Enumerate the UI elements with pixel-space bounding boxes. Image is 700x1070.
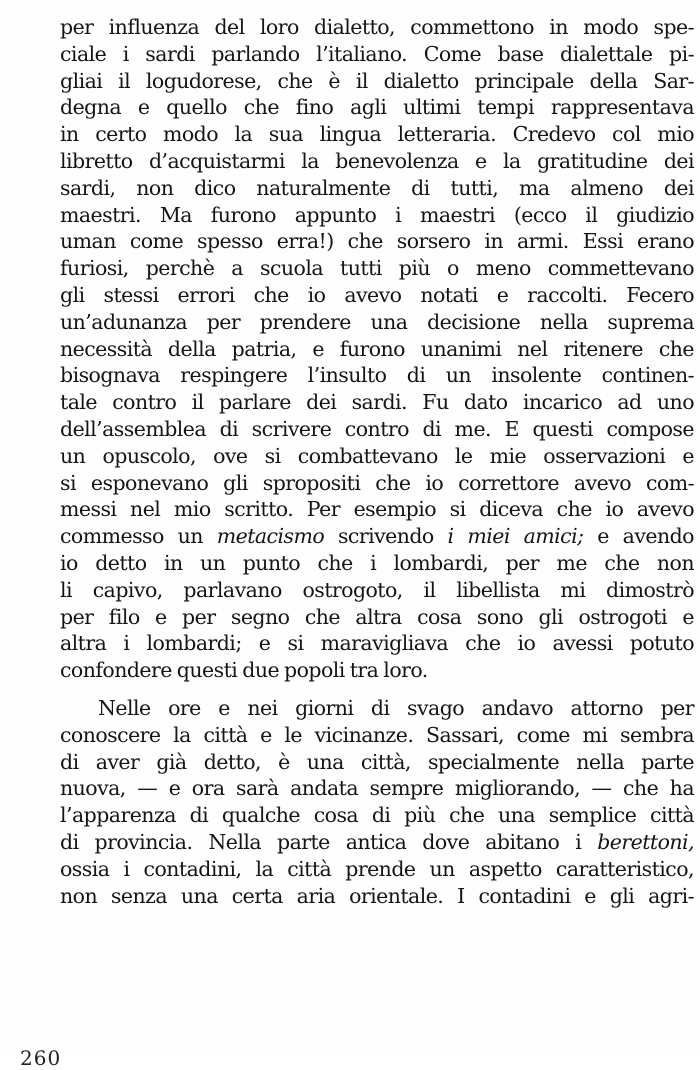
text-line [60, 883, 694, 910]
paragraph [60, 14, 694, 684]
text-segment: nuova, — e ora sarà andata sempre migliorando, — che ha [60, 776, 694, 801]
text-line [60, 802, 694, 829]
text-segment: per influenza del loro dialetto, commettono in modo spe- [60, 15, 694, 39]
text-segment: gliai il logudorese, che è il dialetto principale della Sar- [60, 68, 694, 93]
text-line [60, 749, 694, 776]
text-segment: di aver già detto, è una città, specialmente nella parte [60, 749, 694, 774]
text-segment: furiosi, perchè a scuola tutti più o meno commettevano [60, 256, 694, 281]
text-segment: un opuscolo, ove si combattevano le mie osservazioni e [60, 443, 694, 468]
body-text [60, 14, 694, 909]
text-line [60, 148, 694, 175]
text-line [60, 255, 694, 282]
text-line [60, 577, 694, 604]
text-segment: l’apparenza di qualche cosa di più che una semplice città [60, 803, 694, 828]
text-line [60, 550, 694, 577]
paragraph [60, 695, 694, 909]
text-line [60, 829, 694, 856]
text-line [60, 309, 694, 336]
text-line [60, 228, 694, 255]
text-segment: degna e quello che fino agli ultimi tempi rappresentava [60, 95, 694, 120]
text-segment: altra i lombardi; e si maravigliava che io avessi potuto [60, 631, 694, 656]
text-line [60, 175, 694, 202]
italic-text: i miei amici; [447, 524, 584, 549]
text-line [60, 336, 694, 363]
text-line [60, 630, 694, 657]
text-line [60, 443, 694, 470]
text-segment: libretto d’acquistarmi la benevolenza e la gratitudine dei [60, 148, 694, 173]
text-line [60, 94, 694, 121]
text-segment: non senza una certa aria orientale. I contadini e gli agri- [60, 883, 694, 908]
text-segment: necessità della patria, e furono unanimi nel ritenere che [60, 336, 694, 361]
text-segment: scrivendo [324, 524, 448, 549]
text-segment: io detto in un punto che i lombardi, per me che non [60, 550, 694, 575]
text-segment: commesso un [60, 524, 217, 549]
text-segment: maestri. Ma furono appunto i maestri (ecco il giudizio [60, 202, 694, 227]
text-segment: Nelle ore e nei giorni di svago andavo attorno per [98, 695, 694, 720]
text-segment: messi nel mio scritto. Per esempio si diceva che io avevo [60, 497, 694, 522]
text-segment: si esponevano gli spropositi che io correttore avevo com- [60, 470, 694, 495]
text-segment: di provincia. Nella parte antica dove abitano i [60, 829, 598, 854]
text-segment: confondere questi due popoli tra loro. [60, 658, 428, 683]
text-segment: tale contro il parlare dei sardi. Fu dato incarico ad uno [60, 390, 694, 415]
text-line [60, 282, 694, 309]
text-segment: conoscere la città e le vicinanze. Sassari, come mi sembra [60, 722, 694, 747]
text-segment: dell’assemblea di scrivere contro di me. E questi compose [60, 416, 694, 441]
text-line [60, 389, 694, 416]
text-line [60, 523, 694, 550]
page-number: 260 [20, 1046, 62, 1070]
text-line [60, 41, 694, 68]
text-line [60, 722, 694, 749]
text-line [60, 775, 694, 802]
text-line [60, 362, 694, 389]
text-line [60, 856, 694, 883]
text-line [60, 604, 694, 631]
paragraph-gap [60, 684, 694, 695]
text-line [60, 416, 694, 443]
text-line [60, 121, 694, 148]
text-segment: per filo e per segno che altra cosa sono gli ostrogoti e [60, 604, 694, 629]
text-segment: sardi, non dico naturalmente di tutti, ma almeno dei [60, 175, 694, 200]
text-segment: gli stessi errori che io avevo notati e raccolti. Fecero [60, 282, 694, 307]
text-line [60, 68, 694, 95]
text-segment: bisognava respingere l’insulto di un insolente continen- [60, 363, 694, 388]
italic-text: berettoni, [597, 829, 694, 854]
text-line [60, 14, 694, 41]
text-line [60, 695, 694, 722]
text-segment: uman come spesso erra!) che sorsero in armi. Essi erano [60, 229, 694, 254]
text-line [60, 202, 694, 229]
text-line [60, 470, 694, 497]
text-segment: un’adunanza per prendere una decisione nella suprema [60, 309, 694, 334]
text-segment: ossia i contadini, la città prende un aspetto caratteristico, [60, 856, 694, 881]
text-segment: e avendo [583, 524, 694, 549]
text-segment: ciale i sardi parlando l’italiano. Come base dialettale pi- [60, 41, 694, 66]
text-segment: li capivo, parlavano ostrogoto, il libellista mi dimostrò [60, 577, 694, 602]
text-segment: in certo modo la sua lingua letteraria. Credevo col mio [60, 122, 694, 147]
text-line [60, 657, 694, 684]
italic-text: metacismo [216, 524, 325, 549]
text-line [60, 496, 694, 523]
